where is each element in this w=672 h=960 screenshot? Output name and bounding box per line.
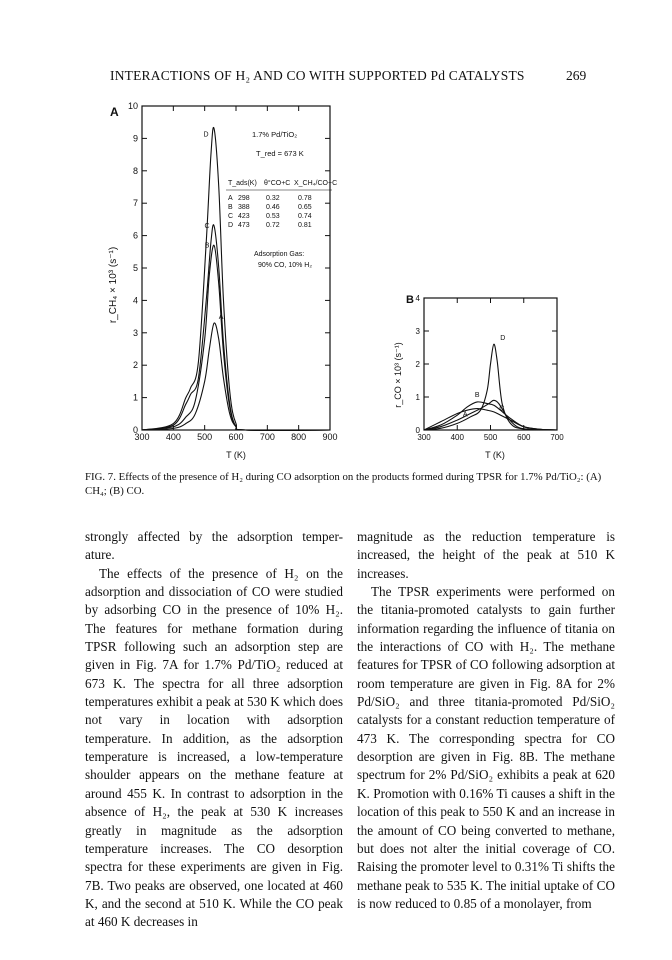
panel-b-ytick-label: 4 [415,294,420,303]
panel-a-xtick-label: 900 [322,432,338,442]
panel-b-series-label-c: C [499,405,505,413]
panel-b-ylabel: r_CO × 10³ (s⁻¹) [393,342,403,408]
body-column-left [85,528,343,932]
inset-cell: 473 [238,222,250,229]
panel-a-xtick-label: 600 [228,432,244,442]
inset-col-theta: θ°CO+C [264,180,291,187]
panel-a-series-label-c: C [204,222,210,230]
panel-a-ytick-label: 2 [132,360,138,371]
running-title: INTERACTIONS OF H₂ AND CO WITH SUPPORTED Pd CATALYSTS [110,68,525,83]
panel-a-ytick-label: 5 [132,263,138,273]
page-number: 269 [566,68,587,83]
panel-a-xtick-label: 800 [291,432,307,442]
panel-a-ticks [128,101,338,442]
panel-b-series-label-d: D [500,335,506,343]
panel-b-series-label-b: B [474,391,480,399]
panel-b-series-label-a: A [462,411,468,419]
panel-a-xtick-label: 400 [165,432,181,442]
inset-cell: B [228,204,233,211]
inset-cell: C [228,213,234,220]
inset-cell: 388 [238,204,250,211]
panel-b-xtick-label: 500 [483,433,498,442]
panel-a-ytick-label: 1 [132,392,138,403]
panel-a-ytick-label: 10 [127,101,138,111]
inset-cell: 0.78 [298,195,312,202]
panel-b-label: B [406,294,414,306]
inset-cell: 0.72 [266,222,280,229]
panel-a-ylabel: r_CH₄ × 10³ (s⁻¹) [108,246,119,324]
panel-a-series-label-b: B [204,242,210,250]
panel-a-xlabel: T (K) [226,450,246,460]
panel-b-ytick-label: 2 [415,360,420,369]
panel-b-ytick-label: 3 [415,327,420,336]
inset-cell: 0.65 [298,204,312,211]
inset-cell: 0.46 [266,204,280,211]
panel-a-series-d [142,127,330,430]
panel-a-series-b [142,245,330,430]
panel-a-series-a [142,323,330,430]
panel-b-xtick-label: 300 [417,433,431,442]
paragraph: The TPSR experiments were performed on the titania-promoted catalysts to gain further information regarding the influence of titania on the interactions of CO with H₂. The methane features for TPSR of CO following adsorption at room temperature are given in Fig. 8A for 2% Pd/SiO₂ and three titania-promoted Pd/SiO₂ catalysts for a constant reduction temperature of 473 K. The corresponding spectra for CO desorption are given in Fig. 8B. The methane spectrum for 2% Pd/SiO₂ exhibits a peak at 620 K. Promotion with 0.16% Ti causes a shift in the location of this peak to 550 K and an increase in the amount of CO being converted to methane, but does not alter the initial coverage of CO. Raising the promoter level to 0.31% Ti shifts the methane peak to 535 K. The initial uptake of CO is now reduced to 0.85 of a monolayer, from [357,584,615,911]
panel-b-series-d [424,344,557,430]
panel-b-curves [424,335,557,430]
panel-b-xtick-label: 600 [517,433,531,442]
panel-a-label: A [110,105,119,119]
inset-cell: 423 [238,213,250,220]
figure-caption: FIG. 7. Effects of the presence of H₂ during CO adsorption on the products formed during TPSR for 1.7% Pd/TiO₂: (A) CH₄; (B) CO. [85,471,602,497]
inset-gas-label: Adsorption Gas: [254,251,305,258]
panel-a-ytick-label: 9 [132,133,138,144]
inset-cell: 0.74 [298,213,312,220]
panel-b-xtick-label: 700 [550,433,564,442]
inset-gas-value: 90% CO, 10% H₂ [258,262,313,269]
inset-treduction: T_red = 673 K [256,149,304,158]
panel-b-xtick-label: 400 [450,433,464,442]
paragraph: strongly affected by the adsorption temper- ature. [85,529,343,563]
body-column-right [357,528,615,913]
panel-a-xtick-label: 700 [259,432,275,442]
panel-a-series-label-a: A [218,314,224,322]
panel-a-ytick-label: 7 [132,198,138,209]
panel-a-curves [142,127,330,430]
inset-catalyst: 1.7% Pd/TiO₂ [252,130,298,139]
panel-a-ytick-label: 0 [132,425,138,435]
panel-b-ytick-label: 0 [415,426,420,435]
panel-a-inset [226,130,337,269]
panel-a-xtick-label: 300 [134,432,150,442]
panel-a [108,101,338,460]
inset-col-tads: T_ads(K) [228,180,257,187]
panel-b-xlabel: T (K) [485,450,505,460]
panel-a-xtick-label: 500 [197,432,213,442]
panel-a-ytick-label: 8 [132,165,138,176]
inset-cell: D [228,222,234,229]
panel-a-ytick-label: 4 [132,295,138,306]
panel-a-ytick-label: 3 [132,327,138,338]
inset-cell: 0.53 [266,213,280,220]
inset-cell: 298 [238,195,250,202]
inset-col-x: X_CH₄/CO+C [294,180,338,187]
paragraph: The effects of the presence of H₂ on the adsorption and dissociation of CO were studied by adsorbing CO in the presence of 10% H₂. The features for methane formation during TPSR following such an adsorption step are given in Fig. 7A for 1.7% Pd/TiO₂ reduced at 673 K. The spectra for all three adsorption temperatures exhibit a peak at 530 K which does not vary in location with adsorption temperature. In addition, as the adsorption temperature is increased, a low-temperature shoulder appears on the methane feature at around 455 K. In contrast to adsorption in the absence of H₂, the peak at 530 K increases greatly in magnitude as the adsorption temperature increases. The CO desorption spectra for these experiments are given in Fig. 7B. Two peaks are observed, one located at 460 K, and the second at 510 K. While the CO peak at 460 K decreases in [85,565,343,930]
paragraph: magnitude as the reduction temperature is increased, the height of the peak at 510 K increases. [357,529,615,581]
panel-a-ytick-label: 6 [132,230,138,241]
panel-b-ytick-label: 1 [415,393,420,402]
inset-cell: 0.81 [298,222,312,229]
inset-cell: A [228,195,233,202]
panel-a-series-label-d: D [203,131,209,139]
inset-cell: 0.32 [266,195,280,202]
figure-7 [0,0,672,470]
panel-b [393,294,564,460]
